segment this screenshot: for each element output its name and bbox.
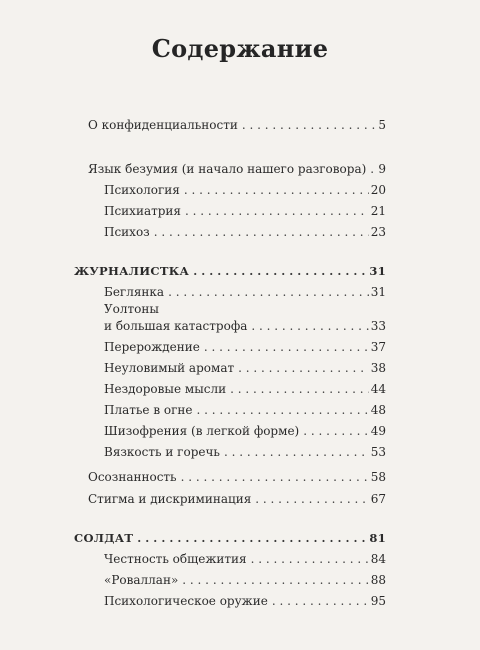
toc-leader-dots [137, 529, 367, 547]
toc-entry [104, 181, 386, 199]
toc-leader-dots [303, 422, 368, 440]
toc-entry-page: 21 [370, 204, 386, 218]
toc-leader-dots [193, 262, 367, 280]
toc-entry-page: 48 [370, 403, 386, 417]
toc-entry-page: 81 [369, 531, 386, 545]
toc-leader-dots [184, 181, 369, 199]
toc-entry-page: 20 [370, 183, 386, 197]
toc-entry-title-line: Уолтоны [104, 302, 159, 316]
toc-entry [88, 468, 386, 486]
toc-entry-page: 44 [370, 382, 386, 396]
toc-entry [104, 550, 386, 568]
toc-entry-page: 49 [370, 424, 386, 438]
toc-leader-dots [168, 283, 369, 301]
toc-leader-dots [204, 338, 369, 356]
toc-entry-page: 53 [370, 445, 386, 459]
toc-entry [104, 380, 386, 398]
toc-leader-dots [154, 223, 369, 241]
toc-part-entry [74, 262, 386, 280]
toc-entry-title: Психиатрия [104, 204, 181, 218]
toc-leader-dots [242, 116, 377, 134]
toc-entry-title: Нездоровые мысли [104, 382, 227, 396]
toc-entry-title: Стигма и дискриминация [88, 492, 252, 506]
toc-leader-dots [251, 550, 369, 568]
toc-entry-title: Осознанность [88, 470, 177, 484]
toc-leader-dots [370, 160, 376, 178]
toc-entry-page: 84 [370, 552, 386, 566]
toc-leader-dots [224, 443, 369, 461]
toc-entry-title: Шизофрения (в легкой форме) [104, 424, 300, 438]
toc-entry-title: и большая катастрофа [104, 319, 248, 333]
toc-entry-title: Психоз [104, 225, 150, 239]
toc-entry-title: Честность общежития [104, 552, 247, 566]
toc-entry [104, 401, 386, 419]
toc-entry-page: 31 [369, 264, 386, 278]
page-title: Содержание [151, 34, 329, 63]
toc-leader-dots [197, 401, 369, 419]
toc-entry [104, 202, 386, 220]
toc-entry-page: 38 [370, 361, 386, 375]
toc-entry-page: 33 [370, 319, 386, 333]
toc-entry-title: О конфиденциальности [88, 118, 238, 132]
toc-entry-title: Психологическое оружие [104, 594, 268, 608]
toc-entry-title: СОЛДАТ [74, 531, 134, 545]
toc-entry [104, 571, 386, 589]
toc-leader-dots [255, 490, 368, 508]
toc-entry [104, 422, 386, 440]
toc-entry [104, 592, 386, 610]
toc-entry [104, 317, 386, 335]
toc-entry [88, 490, 386, 508]
toc-entry-title: ЖУРНАЛИСТКА [74, 264, 190, 278]
toc-leader-dots [182, 571, 368, 589]
toc-entry-title: Психология [104, 183, 180, 197]
toc-entry-title: Язык безумия (и начало нашего разговора) [88, 162, 367, 176]
toc-leader-dots [185, 202, 369, 220]
toc-entry [104, 443, 386, 461]
toc-entry-page: 9 [378, 162, 386, 176]
toc-entry-title: Беглянка [104, 285, 165, 299]
toc-entry-title: «Роваллан» [104, 573, 179, 587]
toc-leader-dots [251, 317, 368, 335]
toc-entry-page: 95 [370, 594, 386, 608]
toc-leader-dots [272, 592, 369, 610]
toc-entry-page: 31 [370, 285, 386, 299]
toc-entry [104, 338, 386, 356]
toc-entry-page: 58 [370, 470, 386, 484]
toc-entry [104, 223, 386, 241]
toc-entry-page: 67 [370, 492, 386, 506]
toc-entry [104, 359, 386, 377]
toc-leader-dots [181, 468, 369, 486]
toc-entry [88, 160, 386, 178]
toc-entry-title: Вязкость и горечь [104, 445, 220, 459]
toc-entry-page: 5 [378, 118, 386, 132]
toc-entry-title: Платье в огне [104, 403, 193, 417]
toc-entry-page: 88 [370, 573, 386, 587]
toc-leader-dots [230, 380, 369, 398]
toc-entry [88, 116, 386, 134]
toc-entry-page: 23 [370, 225, 386, 239]
toc-entry-title: Перерождение [104, 340, 200, 354]
toc-part-entry [74, 529, 386, 547]
toc-entry [104, 283, 386, 301]
toc-entry-page: 37 [370, 340, 386, 354]
toc-entry-title: Неуловимый аромат [104, 361, 235, 375]
toc-leader-dots [238, 359, 369, 377]
